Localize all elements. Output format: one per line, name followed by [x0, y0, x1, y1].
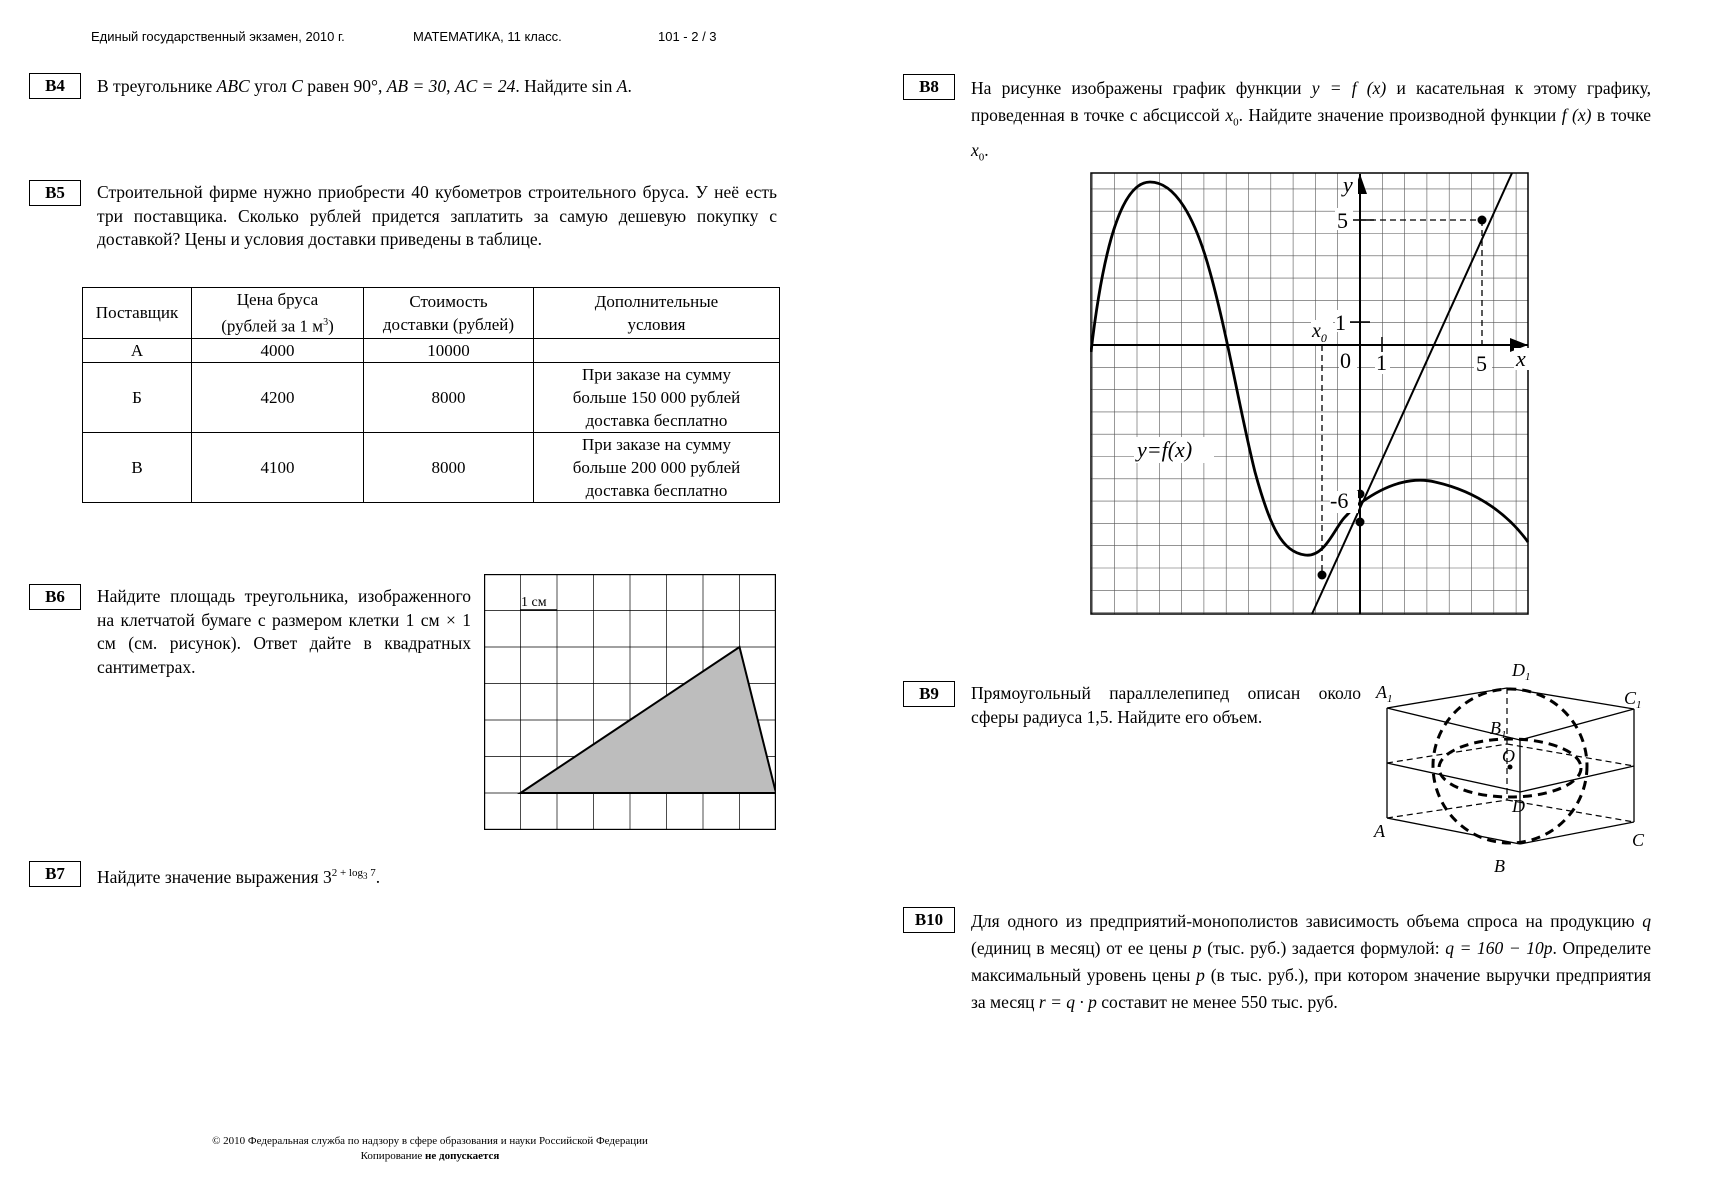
cell-name: В	[83, 432, 192, 502]
b6-grid-figure	[484, 574, 776, 830]
vertex-a: A	[1374, 821, 1385, 841]
task-label-b7: B7	[29, 861, 81, 887]
tangent-line	[1312, 173, 1512, 614]
task-b6-text: Найдите площадь треугольника, изображенного на клетчатой бумаге с размером клетки 1 см × 1 см (см. рисунок). Ответ дайте в квадратных сантиметрах.	[97, 586, 471, 677]
suppliers-table	[82, 287, 780, 503]
cell-cond	[534, 338, 780, 362]
task-label-b6: B6	[29, 584, 81, 610]
cell-delivery: 10000	[364, 338, 534, 362]
cell-cond: При заказе на сумму больше 200 000 рублей доставка бесплатно	[534, 432, 780, 502]
task-label-b9: B9	[903, 681, 955, 707]
function-curve	[1091, 182, 1528, 555]
scale-label: 1 см	[521, 595, 547, 610]
cell-price: 4200	[192, 362, 364, 432]
b9-parallelepiped-figure	[1372, 662, 1652, 882]
vertex-b: B	[1494, 856, 1505, 876]
curve-label: y=f(x)	[1137, 437, 1193, 462]
vertex-d1: $D_1$	[1512, 662, 1531, 683]
origin-label: 0	[1340, 348, 1351, 373]
task-b7-text: Найдите значение выражения $3^{2 + log_3 7}$.	[97, 866, 381, 887]
x-tick-5: 5	[1476, 351, 1487, 376]
task-label-b4: B4	[29, 73, 81, 99]
header-page: 101 - 2 / 3	[658, 29, 717, 44]
cell-name: А	[83, 338, 192, 362]
table-row	[83, 362, 780, 432]
x0-label: $x_0$	[1312, 320, 1327, 345]
header-exam: Единый государственный экзамен, 2010 г.	[91, 29, 345, 44]
vertex-c1: $C_1$	[1624, 688, 1642, 711]
footer-copyright: © 2010 Федеральная служба по надзору в сфере образования и науки Российской Федерации	[212, 1135, 648, 1147]
th-delivery: Стоимость доставки (рублей)	[364, 288, 534, 339]
y-tick-5: 5	[1337, 208, 1348, 233]
cell-delivery: 8000	[364, 362, 534, 432]
task-label-b5: B5	[29, 180, 81, 206]
task-b10-text: Для одного из предприятий-монополистов зависимость объема спроса на продукцию q (единиц в месяц) от ее цены p (тыс. руб.) задается формулой: q = 160 − 10p. Определите максимальный уровень цены p (в тыс. руб.), при котором значение выручки предприятия за месяц r = q · p составит не менее 550 тыс. руб.	[971, 911, 1651, 1012]
cell-cond: При заказе на сумму больше 150 000 рублей доставка бесплатно	[534, 362, 780, 432]
footer-copy-note: Копирование не допускается	[360, 1150, 500, 1162]
y-tick-1: 1	[1335, 310, 1346, 335]
x-axis-label: x	[1516, 346, 1526, 371]
cell-name: Б	[83, 362, 192, 432]
tangency-point	[1318, 571, 1327, 580]
task-label-b10: B10	[903, 907, 955, 933]
cell-price: 4100	[192, 432, 364, 502]
th-supplier: Поставщик	[83, 288, 192, 339]
table-row	[83, 338, 780, 362]
task-b5-text: Строительной фирме нужно приобрести 40 кубометров строительного бруса. У неё есть три поставщика. Сколько рублей придется заплатить за самую дешевую покупку с доставкой? Цены и условия доставки приведены в таблице.	[97, 182, 777, 249]
cell-price: 4000	[192, 338, 364, 362]
vertex-d: D	[1512, 796, 1525, 816]
curve-point-y-axis	[1356, 518, 1365, 527]
task-label-b8: B8	[903, 74, 955, 100]
task-b8-text: На рисунке изображены график функции y = f (x) и касательная к этому графику, проведенная в точке с абсциссой $x_0$. Найдите значение производной функции f (x) в точке $x_0$.	[971, 78, 1651, 163]
cell-delivery: 8000	[364, 432, 534, 502]
task-b9-text: Прямоугольный параллелепипед описан около сферы радиуса 1,5. Найдите его объем.	[971, 683, 1361, 727]
table-row	[83, 432, 780, 502]
y-tick-minus6: -6	[1330, 488, 1349, 513]
vertex-c: C	[1632, 830, 1645, 850]
th-extra: Дополнительные условия	[534, 288, 780, 339]
y-axis-label: y	[1343, 172, 1353, 197]
b8-function-graph	[1090, 172, 1534, 616]
th-price: Цена бруса (рублей за 1 $м^3$)	[192, 288, 364, 339]
x-tick-1: 1	[1376, 350, 1387, 375]
tangent-point-top	[1478, 216, 1487, 225]
vertex-b1: $B_1$	[1490, 718, 1507, 741]
task-b4-text: В треугольнике ABC угол C равен 90°, AB = 30, AC = 24. Найдите sin A.	[97, 76, 632, 96]
header-subject: МАТЕМАТИКА, 11 класс.	[413, 29, 562, 44]
vertex-a1: $A_1$	[1376, 682, 1393, 705]
center-o: O	[1502, 746, 1515, 766]
